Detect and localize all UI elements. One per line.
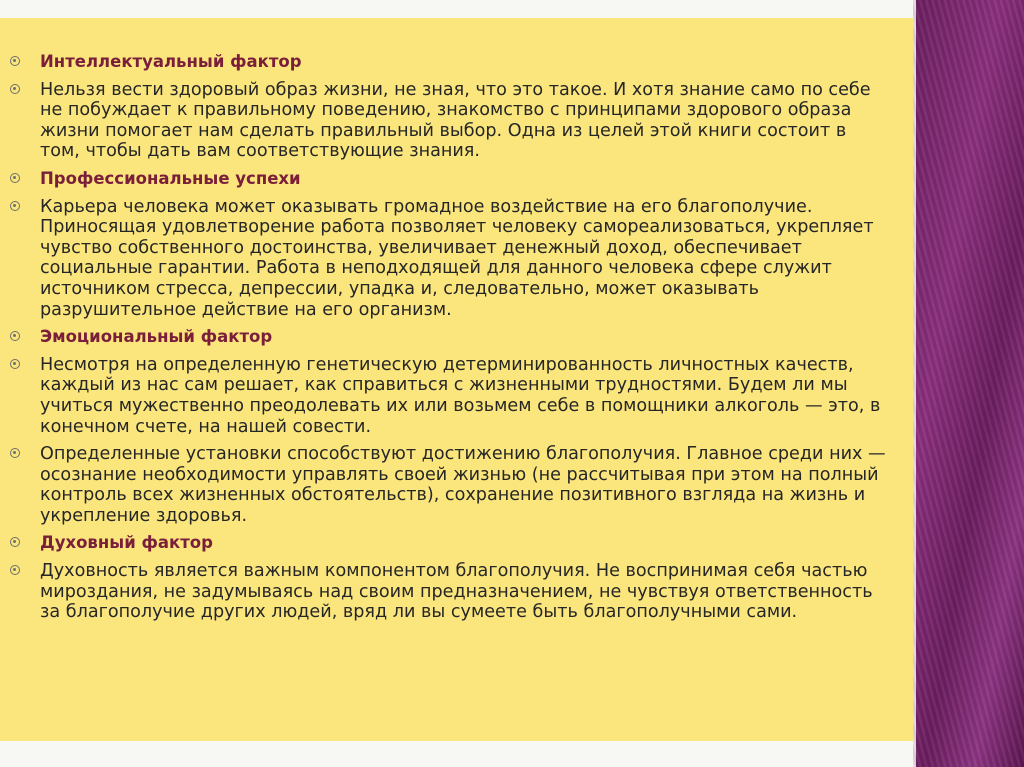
bullet-icon bbox=[10, 448, 20, 458]
item-text: Духовный фактор bbox=[40, 533, 213, 553]
bullet-icon bbox=[10, 331, 20, 341]
bullet-icon bbox=[10, 537, 20, 547]
heading-spiritual-factor bbox=[10, 533, 890, 554]
heading-intellectual-factor bbox=[10, 52, 890, 73]
bullet-icon bbox=[10, 359, 20, 369]
item-text: Несмотря на определенную генетическую детерминированность личностных качеств, каждый из нас сам решает, как справиться с жизненными трудностями. Будем ли мы учиться мужественно преодолевать их или возьмем себе в помощники алкоголь — это, в конечном счете, на нашей совести. bbox=[40, 354, 881, 437]
bullet-icon bbox=[10, 84, 20, 94]
heading-professional-success bbox=[10, 169, 890, 190]
item-text: Определенные установки способствуют достижению благополучия. Главное среди них — осознание необходимости управлять своей жизнью (не рассчитывая при этом на полный контроль всех жизненных обстоятельств), сохранение позитивного взгляда на жизнь и укрепление здоровья. bbox=[40, 444, 886, 526]
bullet-list bbox=[10, 52, 890, 630]
item-text: Интеллектуальный фактор bbox=[40, 52, 302, 71]
paragraph-spiritual bbox=[10, 561, 890, 623]
item-text: Эмоциональный фактор bbox=[40, 327, 273, 347]
item-text: Духовность является важным компонентом благополучия. Не воспринимая себя частью мироздания, не задумываясь над своим предназначением, не чувствуя ответственность за благополучие других людей, вряд ли вы сумеете быть благополучными сами. bbox=[40, 561, 873, 623]
item-text: Карьера человека может оказывать громадное воздействие на его благополучие. Приносящая удовлетворение работа позволяет человеку самореализоваться, укрепляет чувство собственного достоинства, увеличивает денежный доход, обеспечивает социальные гарантии. Работа в неподходящей для данного человека сфере служит источником стресса, депрессии, упадка и, следовательно, может оказывать разрушительное действие на его организм. bbox=[40, 196, 874, 320]
bullet-icon bbox=[10, 201, 20, 211]
item-text: Нельзя вести здоровый образ жизни, не зная, что это такое. И хотя знание само по себе не побуждает к правильному поведению, знакомство с принципами здорового образа жизни помогает нам сделать правильный выбор. Одна из целей этой книги состоит в том, чтобы дать вам соответствующие знания. bbox=[40, 79, 871, 162]
paragraph-emotional-1 bbox=[10, 355, 890, 437]
decorative-side-band bbox=[913, 0, 1024, 767]
paragraph-professional bbox=[10, 197, 890, 321]
paragraph-intellectual bbox=[10, 80, 890, 162]
paragraph-emotional-2 bbox=[10, 444, 890, 526]
bullet-icon bbox=[10, 565, 20, 575]
bullet-icon bbox=[10, 56, 20, 66]
item-text: Профессиональные успехи bbox=[40, 168, 301, 188]
heading-emotional-factor bbox=[10, 327, 890, 348]
bullet-icon bbox=[10, 173, 20, 183]
